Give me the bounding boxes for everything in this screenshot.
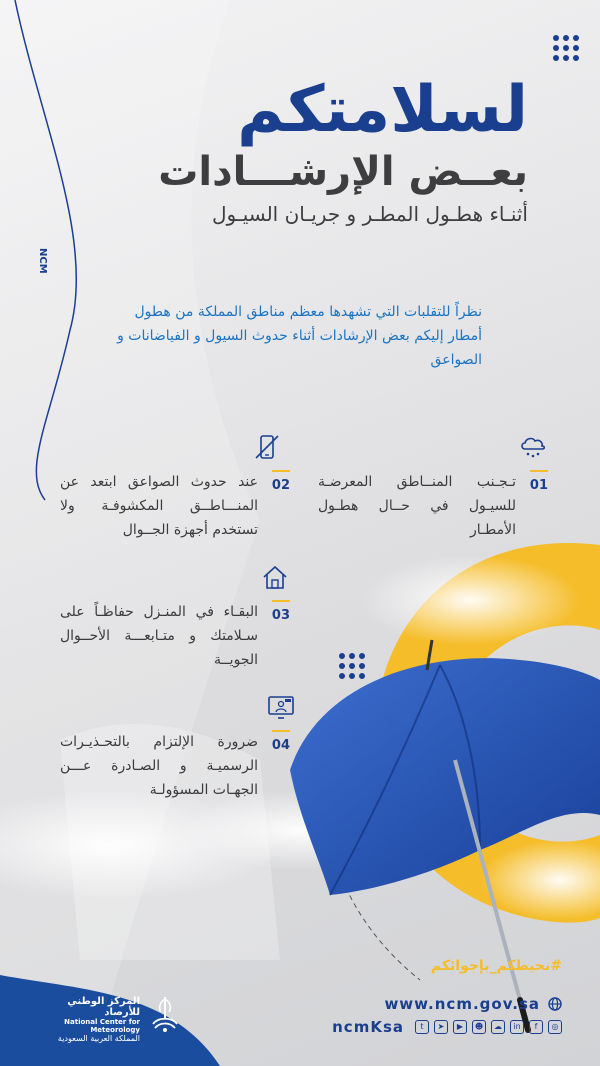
linkedin-icon[interactable]: in — [510, 1020, 524, 1034]
tip-item — [60, 432, 290, 552]
dot-grid-top — [553, 35, 579, 61]
tip-text: عند حدوث الصواعق ابتعد عن المنـــاطــق المكشوفـة ولا تستخدم أجهزة الجــوال — [60, 474, 258, 538]
tip-text: تـجـنب المنــاطق المعرضـة للسيـول في حــال هطـول الأمطـار — [318, 474, 516, 538]
tip-number: 03 — [272, 600, 290, 623]
website-text: www.ncm.gov.sa — [384, 995, 540, 1013]
social-row — [332, 1018, 562, 1036]
facebook-icon[interactable]: f — [529, 1020, 543, 1034]
org-name-english: National Center for Meteorology — [64, 1018, 140, 1034]
tip-item — [318, 432, 548, 552]
social-handle[interactable]: ncmKsa — [332, 1018, 404, 1036]
website-link[interactable] — [384, 995, 562, 1013]
tip-text: البقـاء في المنـزل حفاظـاً على سـلامتك و متـابعـــة الأحــوال الجويــة — [60, 604, 258, 668]
home-icon — [260, 562, 290, 592]
youtube-icon[interactable]: ▶ — [453, 1020, 467, 1034]
tip-number: 04 — [272, 730, 290, 753]
org-name-arabic: المركز الوطني للأرصاد — [67, 996, 140, 1018]
page-title: لسلامتكم — [237, 73, 528, 147]
snapchat-icon[interactable]: ☻ — [472, 1020, 486, 1034]
side-label: NCM — [37, 248, 48, 274]
intro-text: نظراً للتقلبات التي تشهدها معظم مناطق المملكة من هطول أمطار إليكم بعض الإرشادات أثناء حدوث السيول و الفياضانات و الصواعق — [117, 304, 482, 368]
ncm-emblem-icon — [146, 994, 184, 1034]
soundcloud-icon[interactable]: ☁ — [491, 1020, 505, 1034]
tip-number: 01 — [530, 470, 548, 493]
instagram-icon[interactable]: ◎ — [548, 1020, 562, 1034]
no-phone-icon — [252, 432, 282, 462]
org-logo-text — [40, 996, 140, 1043]
tip-item — [60, 692, 290, 812]
cloud-rain-icon — [518, 432, 548, 462]
country-name-arabic: المملكة العربية السعودية — [57, 1034, 140, 1043]
globe-icon — [548, 997, 562, 1011]
tip-item — [60, 562, 290, 682]
twitter-icon[interactable]: t — [415, 1020, 429, 1034]
page-subsubtitle: أثنـاء هطـول المطـر و جريـان السيـول — [211, 202, 528, 226]
page-subtitle: بعــض الإرشـــادات — [158, 149, 528, 195]
tip-number: 02 — [272, 470, 290, 493]
news-screen-icon — [266, 692, 296, 722]
dot-grid-middle — [339, 653, 365, 679]
hashtag: #نحيطكم_بإجوائكم — [430, 958, 562, 974]
tip-text: ضرورة الإلتزام بالتحـذيـرات الرسميـة و الصـادرة عـــن الجهـات المسؤولـة — [60, 734, 258, 798]
telegram-icon[interactable]: ➤ — [434, 1020, 448, 1034]
